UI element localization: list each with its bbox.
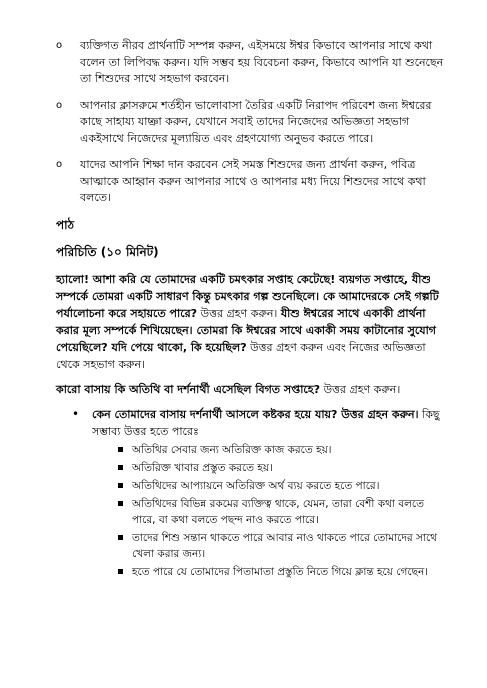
list-item: [118, 478, 447, 494]
list-item: [118, 530, 447, 562]
intro-instruction-1: উত্তর গ্রহণ করুন।: [197, 306, 281, 320]
list-item-text: অতিথির সেবার জন্য অতিরিক্ত কাজ করতে হয়।: [132, 443, 332, 456]
list-item-text: হতে পারে যে তোমাদের পিতামাতা প্রস্তুতি নিতে গিয়ে ক্লান্ত হয়ে গেছেন।: [132, 565, 428, 578]
list-item: [118, 496, 447, 528]
visitor-question: কারো বাসায় কি অতিথি বা দর্শনার্থী এসেছিল বিগত সপ্তাহে?: [56, 382, 320, 396]
bullet-item: [56, 406, 447, 440]
prayer-step-1: [56, 38, 447, 88]
list-item-text: তাদের শিশু সন্তান থাকতে পারে আবার নাও থাকতে পারে তোমাদের সাথে খেলা করার জন্য।: [132, 531, 437, 560]
square-bullet-icon: [118, 465, 123, 470]
list-item: [118, 442, 447, 458]
list-item: [118, 564, 447, 580]
visitor-instruction: উত্তর গ্রহণ করুন।: [319, 382, 401, 396]
intro-heading: পরিচিতি (১০ মিনিট): [56, 244, 159, 259]
intro-paragraph: [56, 271, 447, 373]
intro-bold-text-2: যীশু ঈশ্বরের সাথে একাকী প্রার্থনা করার মূল্য সম্পর্কে শিখিয়েছেন। তোমরা কি ঈশ্বরের সাথে একাকী সময় কাটানোর সুযোগ পেয়েছিলে? যদি পেয়ে থাকো, কি হয়েছিল?: [56, 306, 436, 354]
square-bullet-icon: [118, 483, 123, 488]
visitor-paragraph: [56, 381, 447, 398]
circle-bullet-icon: o: [56, 99, 63, 111]
circle-bullet-icon: o: [56, 40, 63, 51]
answer-list: [56, 442, 447, 580]
list-item-text: অতিথিদের আপ্যায়নে অতিরিক্ত অর্থ ব্যয় করতে হতে পারে।: [132, 479, 380, 492]
bullet-instruction: কিছু সম্ভাব্য উত্তর হতে পারেঃ: [92, 407, 440, 438]
list-item-text: অতিরিক্ত খাবার প্রস্তুত করতে হয়।: [132, 461, 273, 474]
intro-instruction-2: উত্তর গ্রহণ করুন এবং নিজের অভিজ্ঞতা থেকে সহভাগ করুন।: [56, 340, 426, 371]
square-bullet-icon: [118, 569, 123, 574]
circle-bullet-icon: o: [56, 159, 63, 170]
square-bullet-icon: [118, 535, 123, 540]
prayer-step-2: [56, 98, 447, 148]
prayer-step-3-text: যাদের আপনি শিক্ষা দান করবেন সেই সমস্ত শিশুদের জন্য প্রার্থনা করুন, পবিত্র আত্মাকে আহ্বান করুন আপনার সাথে ও আপনার মধ্য দিয়ে শিশুদের সাথে কথা বলতে।: [80, 158, 426, 204]
list-item-text: অতিথিদের বিভিন্ন রকমের ব্যক্তিত্ব থাকে, যেমন, তারা বেশী কথা বলতে পারে, বা কথা বলতে পছন্দ নাও করতে পারে।: [132, 497, 425, 526]
prayer-step-2-text: আপনার ক্লাসরুমে শর্তহীন ভালোবাসা তৈরির একটি নিরাপদ পরিবেশ জন্য ঈশ্বরের কাছে সাহায্য যাচ্ঞা করুন, যেখানে সবাই তাদের নিজেদের অভিজ্ঞতা সহভাগ একইসাথে নিজেদের মূল্যায়িত এবং গ্রহণযোগ্য অনুভব করতে পারে।: [80, 98, 432, 145]
bullet-question: কেন তোমাদের বাসায় দর্শনার্থী আসলে কষ্টকর হয়ে যায়? উত্তর গ্রহন করুন।: [92, 407, 419, 421]
section-heading: পাঠ: [56, 217, 75, 232]
square-bullet-icon: [118, 447, 123, 452]
prayer-step-3: [56, 157, 447, 207]
prayer-step-1-text: ব্যক্তিগত নীরব প্রার্থনাটি সম্পন্ন করুন, এইসময়ে ঈশ্বর কিভাবে আপনার সাথে কথা বলেন তা লিপিবদ্ধ করুন। যদি সম্ভব হয় বিবেচনা করুন, কিভাবে আপনি যা শুনেছেন তা শিশুদের সাথে সহভাগ করবেন।: [80, 39, 444, 85]
bullet-dot-icon: •: [72, 406, 80, 421]
intro-bold-text: হ্যালো! আশা করি যে তোমাদের একটি চমৎকার সপ্তাহ কেটেছে! ব্যয়গত সপ্তাহে, যীশু সম্পর্কে তোমরা একটি সাধারণ কিন্তু চমৎকার গল্প শুনেছিলে। কে আমাদেরকে সেই গল্পটি পর্যালোচনা করে সহায়তে পারে?: [56, 272, 439, 320]
square-bullet-icon: [118, 501, 123, 506]
list-item: [118, 460, 447, 476]
